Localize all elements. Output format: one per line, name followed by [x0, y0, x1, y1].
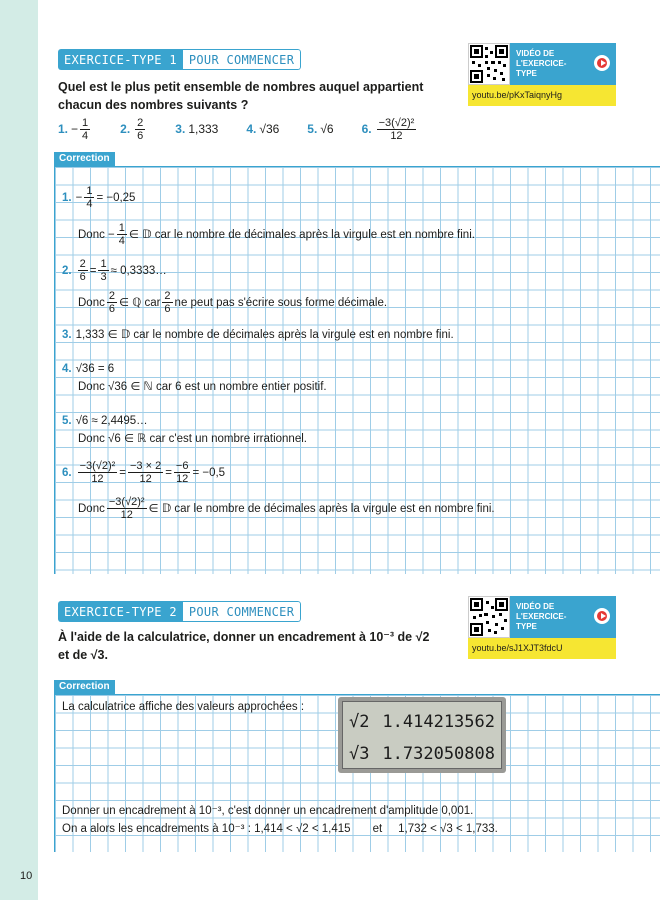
item-6: 6. $\frac{\text{−3(√2)²}}{12}$ [361, 116, 415, 142]
qr-code-icon[interactable] [468, 596, 510, 638]
item-1: 1. − $\frac{1}{4}$ [58, 116, 89, 142]
play-icon[interactable] [594, 55, 610, 71]
exercise-1-question: Quel est le plus petit ensemble de nombres auquel appartient chacun des nombres suivants ? [58, 80, 424, 112]
page-content [38, 0, 660, 900]
video-label: VIDÉO DE L'EXERCICE-TYPE [510, 43, 616, 85]
exercise-1-tag-label: EXERCICE-TYPE 1 [58, 49, 183, 70]
exercise-2-tag [58, 601, 301, 622]
calc-row-sqrt3: √3 1.732050808 [349, 744, 495, 764]
video-label: VIDÉO DE L'EXERCICE-TYPE [510, 596, 616, 638]
exercise-1-items [58, 114, 446, 144]
video-box-2[interactable] [468, 596, 616, 659]
video-box-1[interactable] [468, 43, 616, 106]
item-2: 2. $\frac{2}{6}$ [120, 116, 144, 142]
exercise-2-tag-label: EXERCICE-TYPE 2 [58, 601, 183, 622]
side-strip [0, 0, 38, 900]
item-3: 3. 1,333 [175, 122, 219, 136]
calculator-display [338, 697, 506, 773]
page-number: 10 [20, 870, 33, 882]
video-link[interactable]: youtu.be/sJ1XJT3fdcU [468, 638, 616, 659]
correction-5-line-a: 5. √6 ≈ 2,4495… [62, 415, 148, 427]
correction-6-line-a: 6. $\frac{\text{−3(√2)²}}{12}$ = $\frac{-3 \times 2}{12}$ = $\frac{-6}{12}$ = −0,5 [62, 460, 226, 485]
correction-5-line-b: Donc √6 ∈ ℝ car c'est un nombre irrationnel. [78, 433, 307, 445]
correction-label-2: Correction [54, 680, 115, 694]
item-4: 4. √36 [246, 122, 280, 136]
qr-code-icon[interactable] [468, 43, 510, 85]
correction-1-line-a: 1. − $\frac{1}{4}$ = −0,25 [62, 185, 136, 210]
correction-4-line-b: Donc √36 ∈ ℕ car 6 est un nombre entier positif. [78, 381, 327, 393]
calc-row-sqrt2: √2 1.414213562 [349, 712, 495, 732]
exercise-1-tag-sub: POUR COMMENCER [183, 49, 301, 70]
correction-1-line-b: Donc − $\frac{1}{4}$ ∈ 𝔻 car le nombre de décimales après la virgule est en nombre fini. [78, 222, 475, 247]
correction-3: 3. 1,333 ∈ 𝔻 car le nombre de décimales après la virgule est en nombre fini. [62, 329, 454, 341]
video-link[interactable]: youtu.be/pKxTaiqnyHg [468, 85, 616, 106]
encadrement-explanation: Donner un encadrement à 10⁻³, c'est donner un encadrement d'amplitude 0,001. [62, 805, 474, 817]
exercise-2-question: À l'aide de la calculatrice, donner un encadrement à 10⁻³ de √2 et de √3. [58, 630, 430, 662]
exercise-1-tag [58, 49, 301, 70]
play-icon[interactable] [594, 608, 610, 624]
encadrement-result: On a alors les encadrements à 10⁻³ : 1,414 < √2 < 1,415 et 1,732 < √3 < 1,733. [62, 823, 498, 835]
calculator-intro: La calculatrice affiche des valeurs approchées : [62, 701, 305, 713]
correction-4-line-a: 4. √36 = 6 [62, 363, 115, 375]
correction-2-line-a: 2. $\frac{2}{6}$ = $\frac{1}{3}$ ≈ 0,3333… [62, 258, 167, 283]
correction-label-1: Correction [54, 152, 115, 166]
correction-6-line-b: Donc $\frac{\text{−3(√2)²}}{12}$ ∈ 𝔻 car le nombre de décimales après la virgule est en nombre fini. [78, 496, 495, 521]
item-5: 5. √6 [307, 122, 334, 136]
exercise-2-tag-sub: POUR COMMENCER [183, 601, 301, 622]
correction-2-line-b: Donc $\frac{2}{6}$ ∈ ℚ car $\frac{2}{6}$ ne peut pas s'écrire sous forme décimale. [78, 290, 388, 315]
